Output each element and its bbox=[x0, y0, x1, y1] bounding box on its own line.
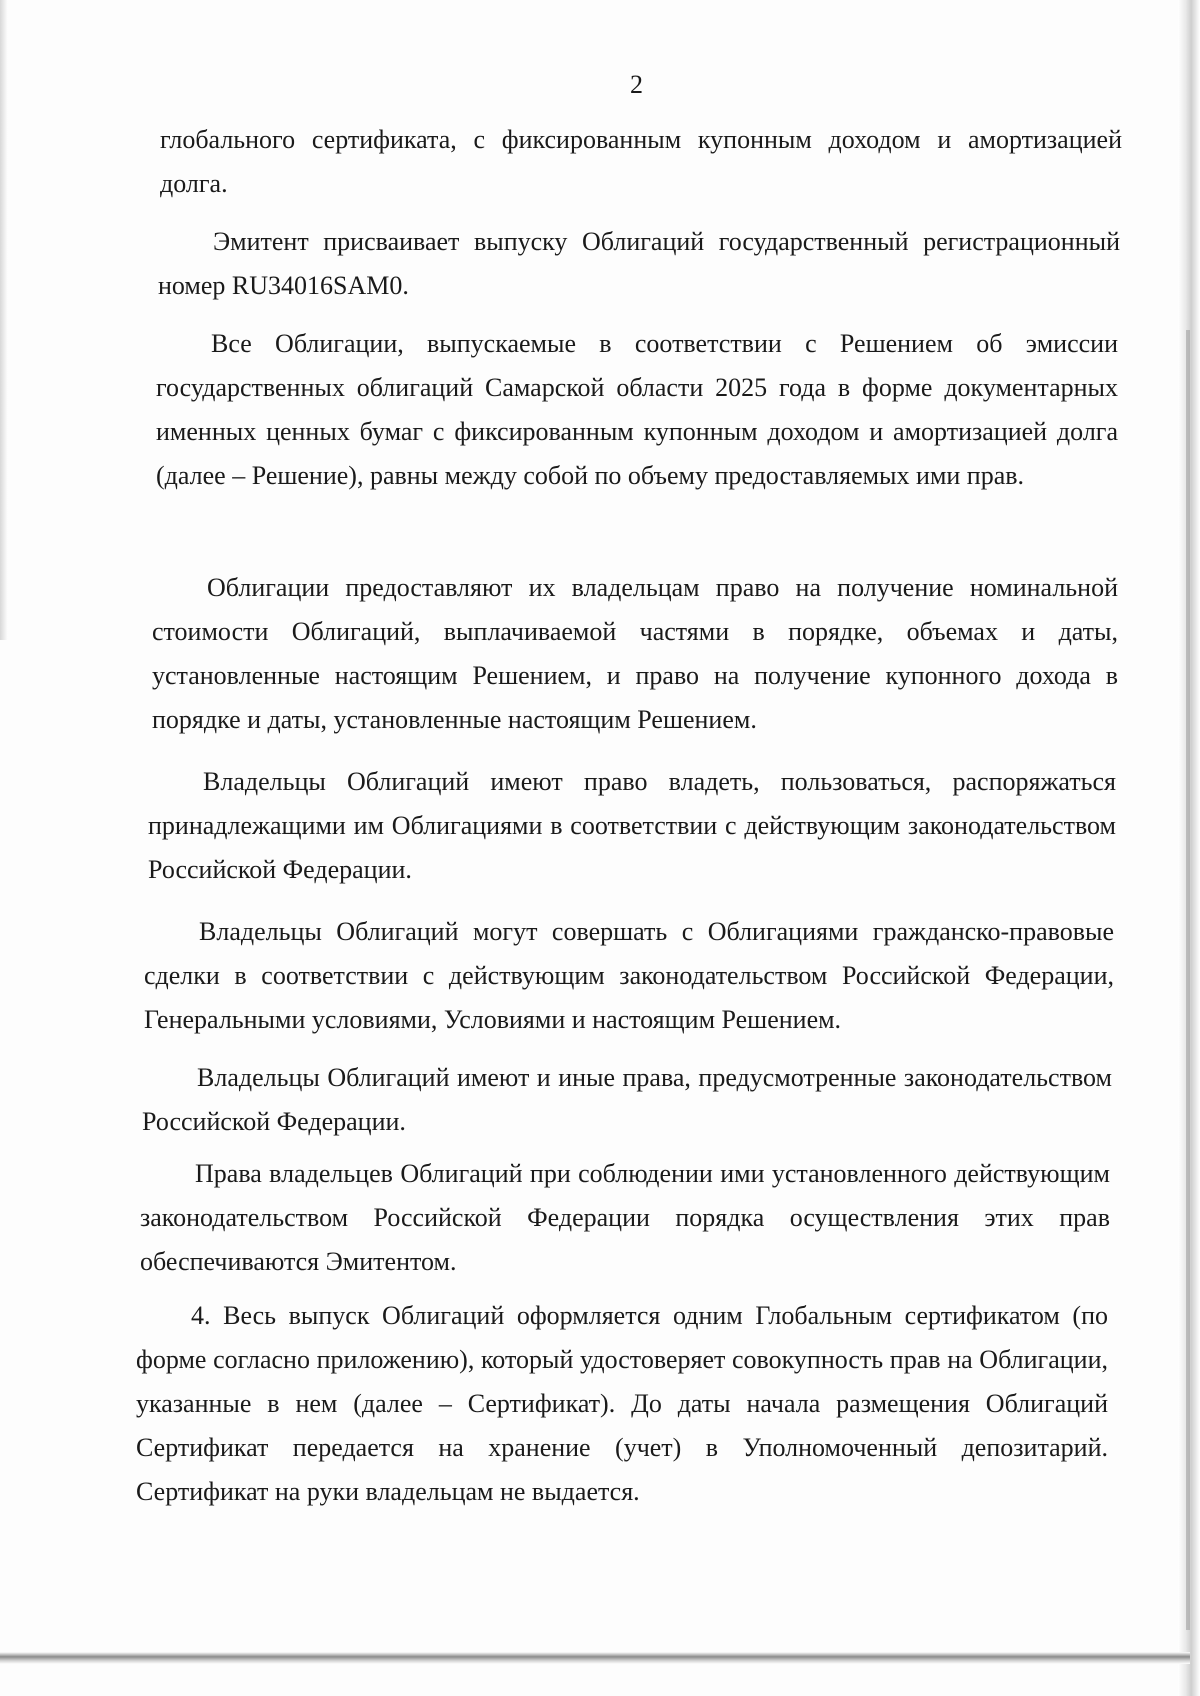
paragraph-transactions: Владельцы Облигаций могут совершать с Облигациями гражданско-правовые сделки в соответствии с действующим законодательством Российской Федерации, Генеральными условиями, Условиями и настоящим Решением. bbox=[144, 917, 1114, 1034]
paragraph-other-rights: Владельцы Облигаций имеют и иные права, предусмотренные законодательством Российской Федерации. bbox=[142, 1063, 1112, 1136]
paragraph-global-certificate: 4. Весь выпуск Облигаций оформляется одним Глобальным сертификатом (по форме согласно приложению), который удостоверяет совокупность прав на Облигации, указанные в нем (далее – Сертификат). До даты начала размещения Облигаций Сертификат передается на хранение (учет) в Уполномоченный депозитарий. Сертификат на руки владельцам не выдается. bbox=[136, 1301, 1108, 1506]
scan-edge-right-line bbox=[1186, 330, 1190, 1630]
paragraph-equal-rights: Все Облигации, выпускаемые в соответствии с Решением об эмиссии государственных облигаций Самарской области 2025 года в форме документарных именных ценных бумаг с фиксированным купонным доходом и амортизацией долга (далее – Решение), равны между собой по объему предоставляемых ими прав. bbox=[156, 329, 1118, 490]
scan-edge-bottom bbox=[0, 1652, 1190, 1664]
scan-edge-left bbox=[0, 0, 8, 640]
paragraph-continuation: глобального сертификата, с фиксированным купонным доходом и амортизацией долга. bbox=[160, 125, 1122, 198]
paragraph-ownership: Владельцы Облигаций имеют право владеть, пользоваться, распоряжаться принадлежащими им Облигациями в соответствии с действующим законодательством Российской Федерации. bbox=[148, 767, 1116, 884]
paragraph-rights-ensured: Права владельцев Облигаций при соблюдении ими установленного действующим законодательством Российской Федерации порядка осуществления этих прав обеспечиваются Эмитентом. bbox=[140, 1159, 1110, 1276]
paragraph-registration-number: Эмитент присваивает выпуску Облигаций государственный регистрационный номер RU34016SAM0. bbox=[158, 227, 1120, 300]
paragraph-holder-rights: Облигации предоставляют их владельцам право на получение номинальной стоимости Облигаций, выплачиваемой частями в порядке, объемах и даты, установленные настоящим Решением, и право на получение купонного дохода в порядке и даты, установленные настоящим Решением. bbox=[152, 573, 1118, 734]
page-number: 2 bbox=[630, 70, 643, 99]
